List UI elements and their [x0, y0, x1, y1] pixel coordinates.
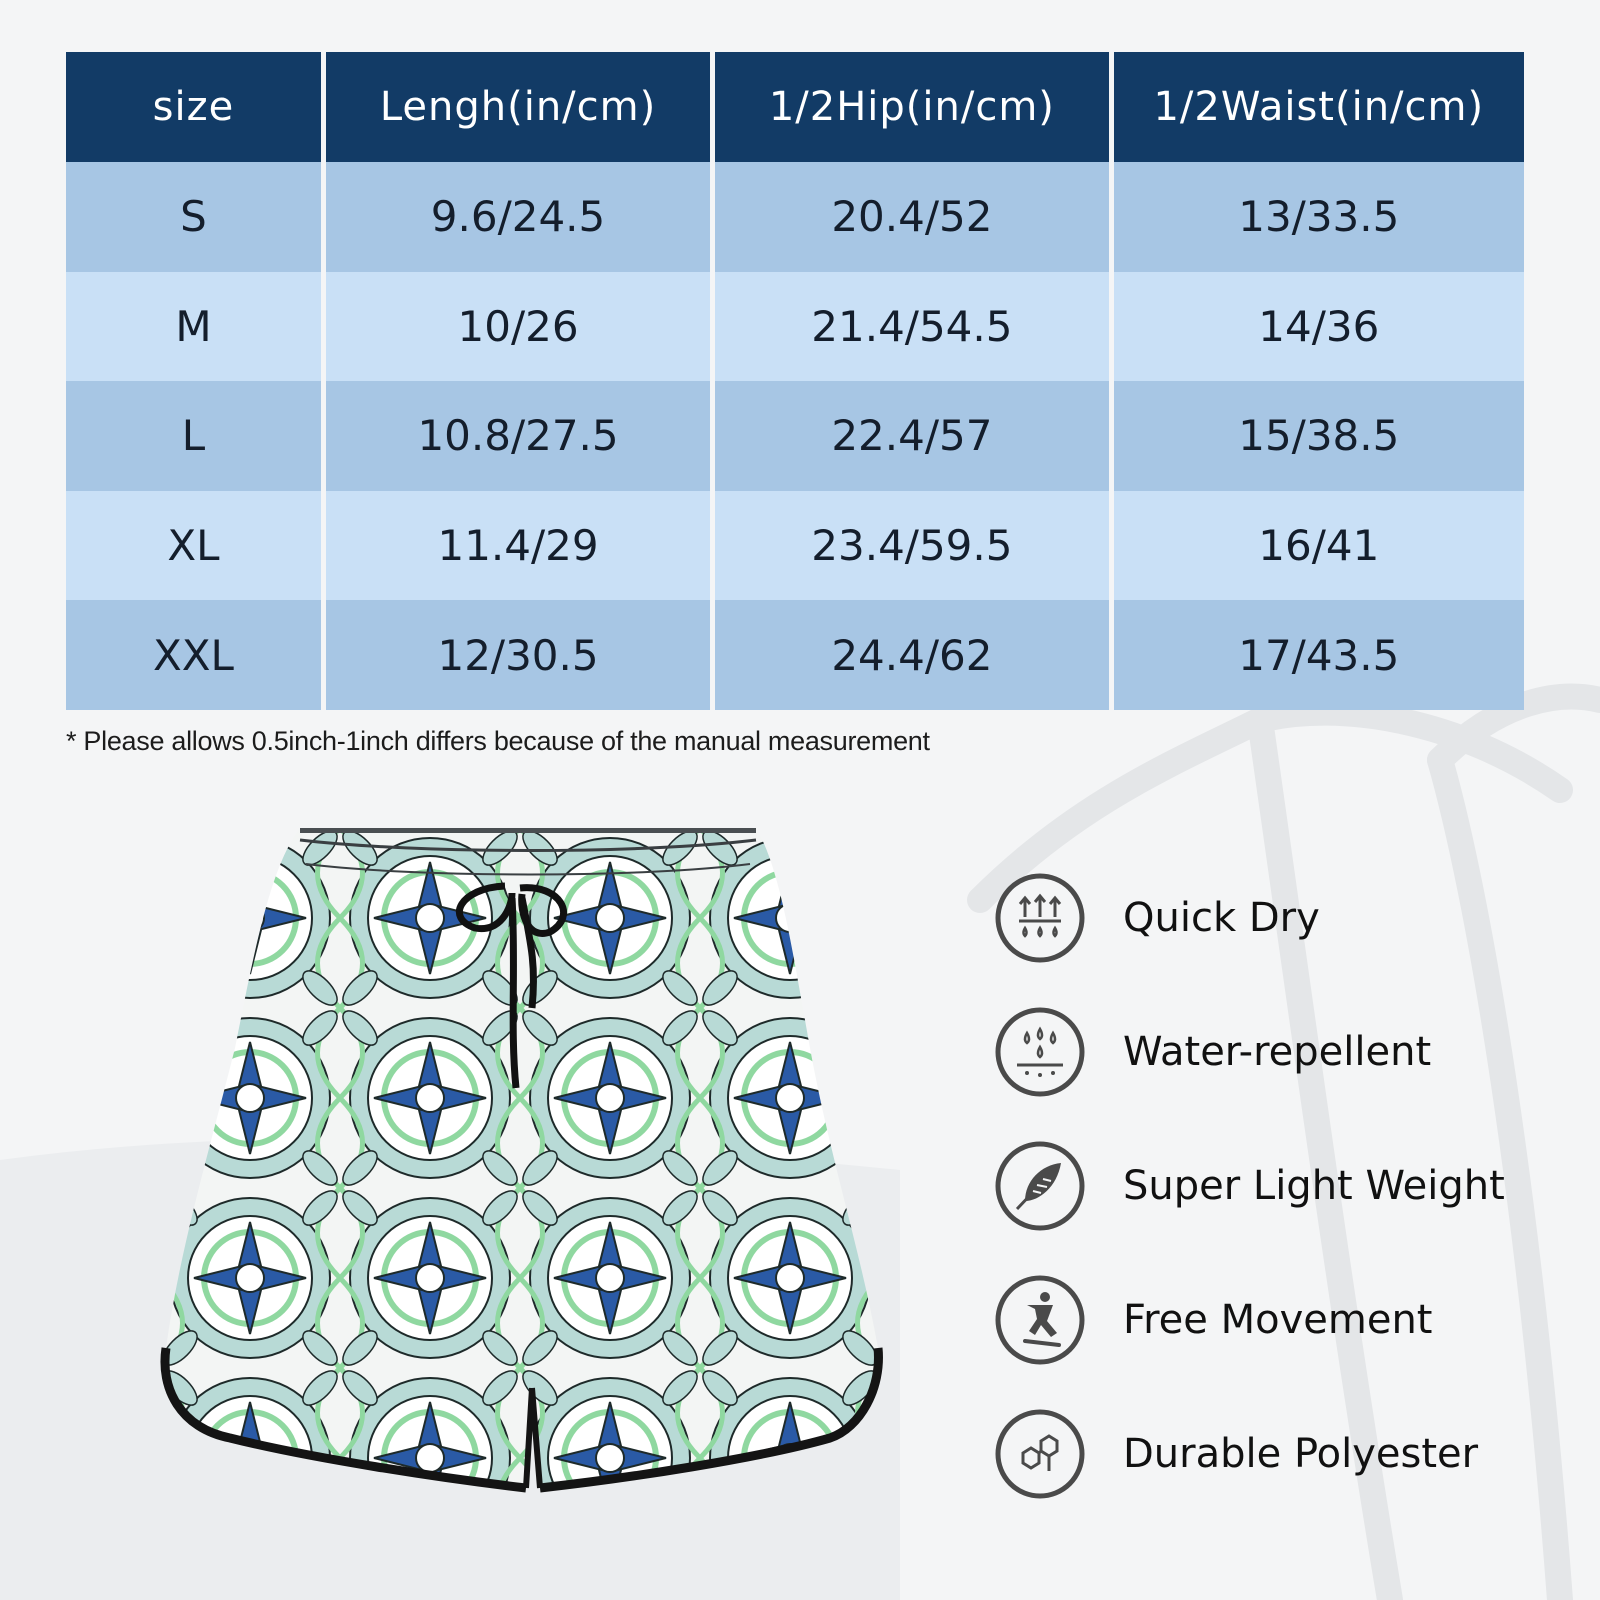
feature-label: Water-repellent: [1123, 1029, 1432, 1075]
feature-label: Quick Dry: [1123, 895, 1320, 941]
table-row: [66, 381, 1524, 491]
size-cell: XXL: [66, 600, 321, 710]
feather-icon: [995, 1141, 1085, 1231]
size-cell: XL: [66, 491, 321, 601]
feature-super-light-weight: [995, 1138, 1585, 1234]
hip-cell: 22.4/57: [715, 381, 1108, 491]
length-cell: 11.4/29: [326, 491, 710, 601]
table-row: [66, 162, 1524, 272]
feature-label: Durable Polyester: [1123, 1431, 1479, 1477]
table-row: [66, 491, 1524, 601]
length-cell: 9.6/24.5: [326, 162, 710, 272]
size-cell: M: [66, 272, 321, 382]
length-cell: 12/30.5: [326, 600, 710, 710]
table-row: [66, 600, 1524, 710]
feature-free-movement: [995, 1272, 1585, 1368]
header-half-waist: 1/2Waist(in/cm): [1114, 52, 1524, 162]
waist-cell: 17/43.5: [1114, 600, 1524, 710]
molecule-icon: [995, 1409, 1085, 1499]
hip-cell: 21.4/54.5: [715, 272, 1108, 382]
hip-cell: 23.4/59.5: [715, 491, 1108, 601]
hip-cell: 24.4/62: [715, 600, 1108, 710]
feature-water-repellent: [995, 1004, 1585, 1100]
waist-cell: 13/33.5: [1114, 162, 1524, 272]
size-cell: S: [66, 162, 321, 272]
header-half-hip: 1/2Hip(in/cm): [715, 52, 1108, 162]
length-cell: 10.8/27.5: [326, 381, 710, 491]
size-cell: L: [66, 381, 321, 491]
header-size: size: [66, 52, 321, 162]
length-cell: 10/26: [326, 272, 710, 382]
hip-cell: 20.4/52: [715, 162, 1108, 272]
header-length: Lengh(in/cm): [326, 52, 710, 162]
feature-quick-dry: [995, 870, 1585, 966]
table-row: [66, 272, 1524, 382]
measurement-note: * Please allows 0.5inch-1inch differs because of the manual measurement: [66, 726, 930, 756]
feature-label: Super Light Weight: [1123, 1163, 1505, 1209]
quick-dry-icon: [995, 873, 1085, 963]
waist-cell: 14/36: [1114, 272, 1524, 382]
water-repellent-icon: [995, 1007, 1085, 1097]
skater-icon: [995, 1275, 1085, 1365]
size-chart-header-row: [66, 52, 1524, 162]
waist-cell: 16/41: [1114, 491, 1524, 601]
feature-label: Free Movement: [1123, 1297, 1433, 1343]
shorts-product-image: [160, 828, 910, 1528]
size-chart-table: [61, 52, 1529, 710]
feature-durable-polyester: [995, 1406, 1585, 1502]
waist-cell: 15/38.5: [1114, 381, 1524, 491]
